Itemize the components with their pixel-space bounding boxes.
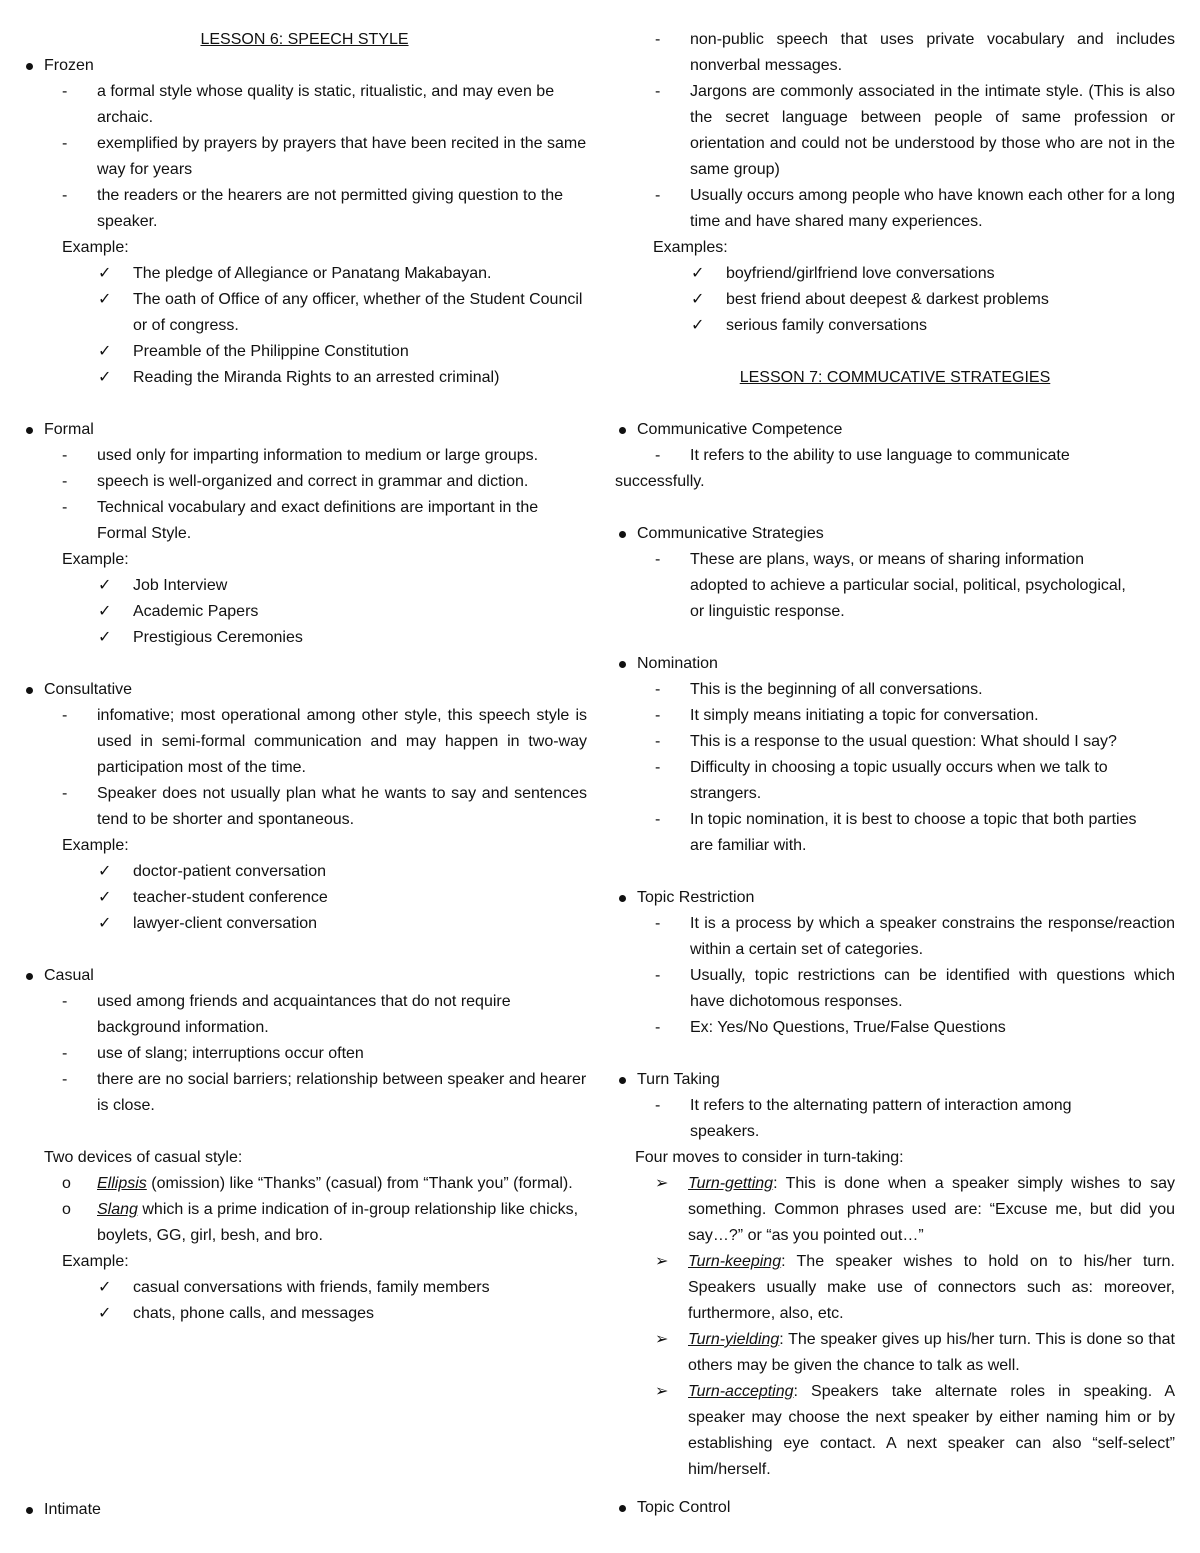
list-item: ➢ Turn-yielding: The speaker gives up his/her turn. This is done so that others may be given the chance to talk as well.	[615, 1327, 1175, 1379]
list-item: ✓ casual conversations with friends, family members	[22, 1275, 587, 1301]
formal-example-label: Example:	[62, 551, 129, 568]
consultative-points	[22, 703, 587, 833]
list-item: ✓ best friend about deepest & darkest problems	[615, 287, 1175, 313]
list-item: o Slang which is a prime indication of in-group relationship like chicks, boylets, GG, girl, besh, and bro.	[22, 1197, 587, 1249]
list-item: - Speaker does not usually plan what he wants to say and sentences tend to be shorter and spontaneous.	[22, 781, 587, 833]
list-item: ✓ Academic Papers	[22, 599, 587, 625]
list-item: - These are plans, ways, or means of sharing information adopted to achieve a particular social, political, psychological, or linguistic response.	[615, 547, 1175, 625]
section-casual	[22, 963, 587, 989]
bullet-dot-icon	[26, 973, 33, 980]
list-item: - Usually, topic restrictions can be identified with questions which have dichotomous responses.	[615, 963, 1175, 1015]
arrow-bullet-icon: ➢	[655, 1253, 669, 1270]
arrow-bullet-icon: ➢	[655, 1383, 669, 1400]
list-item: ✓ The oath of Office of any officer, whether of the Student Council or of congress.	[22, 287, 587, 339]
checkmark-icon: ✓	[98, 603, 112, 620]
list-item: ✓ serious family conversations	[615, 313, 1175, 339]
list-item: ✓ Job Interview	[22, 573, 587, 599]
list-item: ✓ chats, phone calls, and messages	[22, 1301, 587, 1327]
list-item: ✓ doctor-patient conversation	[22, 859, 587, 885]
section-topic-control	[615, 1495, 937, 1521]
consultative-examples	[22, 859, 587, 937]
list-item: - speech is well-organized and correct in grammar and diction.	[22, 469, 587, 495]
casual-example-label: Example:	[62, 1253, 129, 1270]
competence-definition-wrap: successfully.	[615, 473, 705, 490]
competence-heading: Communicative Competence	[637, 421, 843, 438]
checkmark-icon: ✓	[691, 265, 705, 282]
checkmark-icon: ✓	[98, 915, 112, 932]
checkmark-icon: ✓	[98, 369, 112, 386]
intimate-heading: Intimate	[44, 1501, 101, 1518]
arrow-bullet-icon: ➢	[655, 1175, 669, 1192]
left-column	[22, 27, 587, 1327]
bullet-dot-icon	[26, 427, 33, 434]
checkmark-icon: ✓	[98, 1305, 112, 1322]
casual-heading: Casual	[44, 967, 94, 984]
bullet-dot-icon	[619, 895, 626, 902]
section-communicative-strategies	[615, 521, 1175, 547]
list-item: - there are no social barriers; relationship between speaker and hearer is close.	[22, 1067, 587, 1119]
list-item: - It is a process by which a speaker constrains the response/reaction within a certain set of categories.	[615, 911, 1175, 963]
list-item: o Ellipsis (omission) like “Thanks” (casual) from “Thank you” (formal).	[22, 1171, 587, 1197]
bullet-dot-icon	[619, 1077, 626, 1084]
list-item: - used among friends and acquaintances that do not require background information.	[22, 989, 587, 1041]
checkmark-icon: ✓	[98, 577, 112, 594]
bullet-dot-icon	[619, 661, 626, 668]
bullet-dot-icon	[619, 1505, 626, 1512]
formal-points	[22, 443, 587, 547]
consultative-heading: Consultative	[44, 681, 133, 698]
section-intimate	[22, 1497, 344, 1523]
list-item: - Jargons are commonly associated in the intimate style. (This is also the secret language between people of same profession or orientation and could not be understood by those who are not in the same group)	[615, 79, 1175, 183]
restriction-points	[615, 911, 1175, 1041]
list-item: - This is the beginning of all conversations.	[615, 677, 1175, 703]
checkmark-icon: ✓	[98, 265, 112, 282]
list-item: ➢ Turn-accepting: Speakers take alternate roles in speaking. A speaker may choose the next speaker by either naming him or by establishing eye contact. A next speaker can also “self-select” him/herself.	[615, 1379, 1175, 1483]
intimate-examples	[615, 261, 1175, 339]
frozen-points	[22, 79, 587, 235]
list-item: - This is a response to the usual question: What should I say?	[615, 729, 1175, 755]
checkmark-icon: ✓	[691, 317, 705, 334]
turn-taking-points	[615, 1093, 1175, 1145]
list-item: - infomative; most operational among other style, this speech style is used in semi-formal communication and may happen in two-way participation most of the time.	[22, 703, 587, 781]
bullet-dot-icon	[26, 63, 33, 70]
section-topic-restriction	[615, 885, 1175, 911]
topic-control-heading: Topic Control	[637, 1499, 731, 1516]
checkmark-icon: ✓	[98, 863, 112, 880]
list-item: - exemplified by prayers by prayers that have been recited in the same way for years	[22, 131, 587, 183]
list-item: ✓ The pledge of Allegiance or Panatang Makabayan.	[22, 261, 587, 287]
strategies-points	[615, 547, 1175, 625]
list-item: - used only for imparting information to medium or large groups.	[22, 443, 587, 469]
section-consultative	[22, 677, 587, 703]
list-item: ✓ teacher-student conference	[22, 885, 587, 911]
list-item: ➢ Turn-keeping: The speaker wishes to hold on to his/her turn. Speakers usually make use of connectors such as: moreover, furthermore, also, etc.	[615, 1249, 1175, 1327]
turn-taking-moves-label: Four moves to consider in turn-taking:	[635, 1149, 904, 1166]
section-formal	[22, 417, 587, 443]
intimate-example-label: Examples:	[653, 239, 728, 256]
consultative-example-label: Example:	[62, 837, 129, 854]
list-item: - Ex: Yes/No Questions, True/False Questions	[615, 1015, 1175, 1041]
frozen-examples	[22, 261, 587, 391]
casual-points	[22, 989, 587, 1119]
formal-heading: Formal	[44, 421, 94, 438]
list-item: ✓ Reading the Miranda Rights to an arrested criminal)	[22, 365, 587, 391]
checkmark-icon: ✓	[98, 629, 112, 646]
list-item: - Difficulty in choosing a topic usually occurs when we talk to strangers.	[615, 755, 1175, 807]
restriction-heading: Topic Restriction	[637, 889, 755, 906]
bullet-dot-icon	[26, 687, 33, 694]
frozen-heading: Frozen	[44, 57, 94, 74]
casual-devices	[22, 1171, 587, 1249]
list-item: ✓ boyfriend/girlfriend love conversations	[615, 261, 1175, 287]
arrow-bullet-icon: ➢	[655, 1331, 669, 1348]
casual-devices-label: Two devices of casual style:	[44, 1149, 243, 1166]
list-item: - It simply means initiating a topic for conversation.	[615, 703, 1175, 729]
frozen-example-label: Example:	[62, 239, 129, 256]
nomination-heading: Nomination	[637, 655, 718, 672]
lesson-6-title: LESSON 6: SPEECH STYLE	[200, 31, 409, 48]
checkmark-icon: ✓	[98, 1279, 112, 1296]
list-item: ✓ lawyer-client conversation	[22, 911, 587, 937]
list-item: ➢ Turn-getting: This is done when a speaker simply wishes to say something. Common phrases used are: “Excuse me, but did you say…?” or “as you pointed out…”	[615, 1171, 1175, 1249]
list-item: - the readers or the hearers are not permitted giving question to the speaker.	[22, 183, 587, 235]
section-communicative-competence	[615, 417, 1175, 443]
checkmark-icon: ✓	[98, 343, 112, 360]
turn-taking-moves	[615, 1171, 1175, 1483]
list-item: - It refers to the alternating pattern of interaction among speakers.	[615, 1093, 1175, 1145]
lesson-7-title: LESSON 7: COMMUCATIVE STRATEGIES	[739, 369, 1051, 386]
checkmark-icon: ✓	[98, 291, 112, 308]
circle-bullet-icon: o	[62, 1201, 71, 1218]
list-item: - use of slang; interruptions occur often	[22, 1041, 587, 1067]
section-turn-taking	[615, 1067, 1175, 1093]
right-column	[615, 27, 1175, 1483]
list-item: - Usually occurs among people who have known each other for a long time and have shared many experiences.	[615, 183, 1175, 235]
checkmark-icon: ✓	[691, 291, 705, 308]
list-item: - a formal style whose quality is static, ritualistic, and may even be archaic.	[22, 79, 587, 131]
competence-definition: - It refers to the ability to use language to communicate	[655, 447, 1070, 464]
bullet-dot-icon	[26, 1507, 33, 1514]
list-item: - Technical vocabulary and exact definitions are important in the Formal Style.	[22, 495, 587, 547]
list-item: ✓ Prestigious Ceremonies	[22, 625, 587, 651]
list-item: - non-public speech that uses private vocabulary and includes nonverbal messages.	[615, 27, 1175, 79]
list-item: ✓ Preamble of the Philippine Constitution	[22, 339, 587, 365]
bullet-dot-icon	[619, 531, 626, 538]
checkmark-icon: ✓	[98, 889, 112, 906]
formal-examples	[22, 573, 587, 651]
section-frozen	[22, 53, 587, 79]
circle-bullet-icon: o	[62, 1175, 71, 1192]
section-nomination	[615, 651, 1175, 677]
turn-taking-heading: Turn Taking	[637, 1071, 720, 1088]
intimate-points	[615, 27, 1175, 235]
nomination-points	[615, 677, 1175, 859]
bullet-dot-icon	[619, 427, 626, 434]
casual-examples	[22, 1275, 587, 1327]
list-item: - In topic nomination, it is best to choose a topic that both parties are familiar with.	[615, 807, 1175, 859]
strategies-heading: Communicative Strategies	[637, 525, 824, 542]
